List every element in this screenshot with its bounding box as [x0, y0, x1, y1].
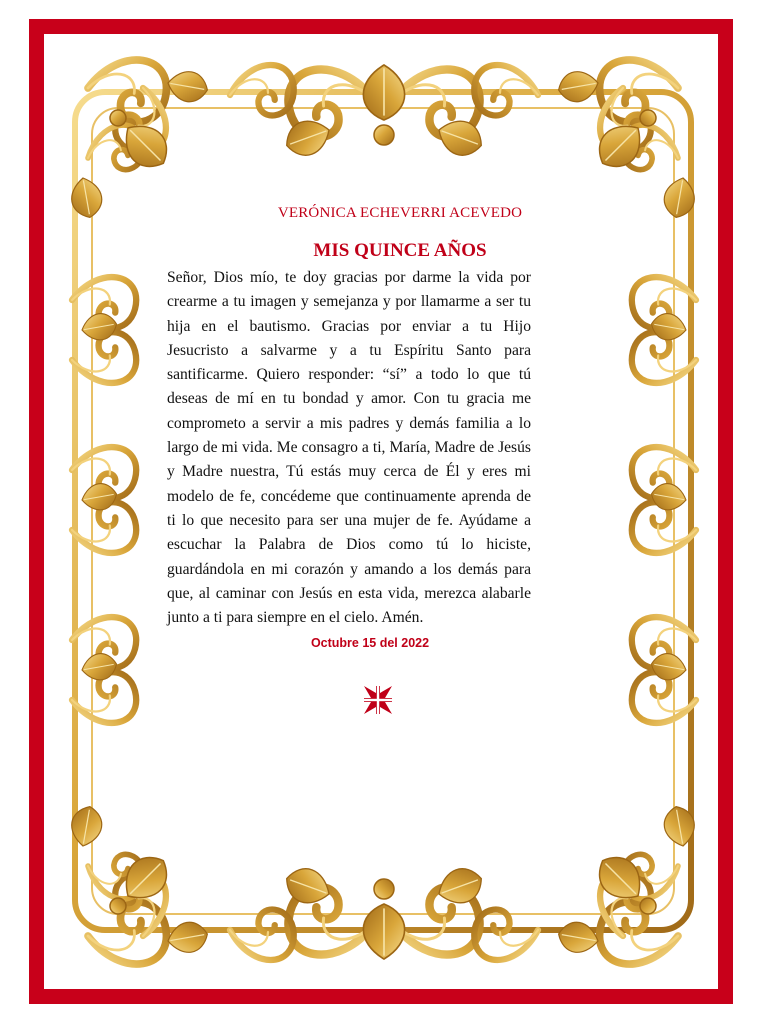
event-date: Octubre 15 del 2022 — [310, 636, 430, 650]
prayer-text: Señor, Dios mío, te doy gracias por darme la vida por crearme a tu imagen y semejanza y por llamarme a ser tu hija en el bautismo. Gracias por enviar a tu Hijo Jesucristo a salvarme y a tu Espíritu Santo para santificarme. Quiero responder: “sí” a todo lo que tú deseas de mí en tu bondad y amor. Con tu gracia me comprometo a servir a mis padres y demás familia a lo largo de mi vida. Me consagro a ti, María, Madre de Jesús y Madre nuestra, Tú estás muy cerca de Él y eres mi modelo de fe, concédeme que continuamente aprenda de ti lo que necesito para ser una mujer de fe. Ayúdame a escuchar la Palabra de Dios como tú lo hiciste, guardándola en mi corazón y amando a los demás para que, al caminar con Jesús en esta vida, merezca alabarle junto a ti para siempre en el cielo. Amén. — [167, 269, 531, 627]
cross-pattee-icon — [362, 684, 394, 716]
document-title: MIS QUINCE AÑOS — [313, 240, 487, 261]
celebrant-name: VERÓNICA ECHEVERRI ACEVEDO — [277, 205, 523, 221]
